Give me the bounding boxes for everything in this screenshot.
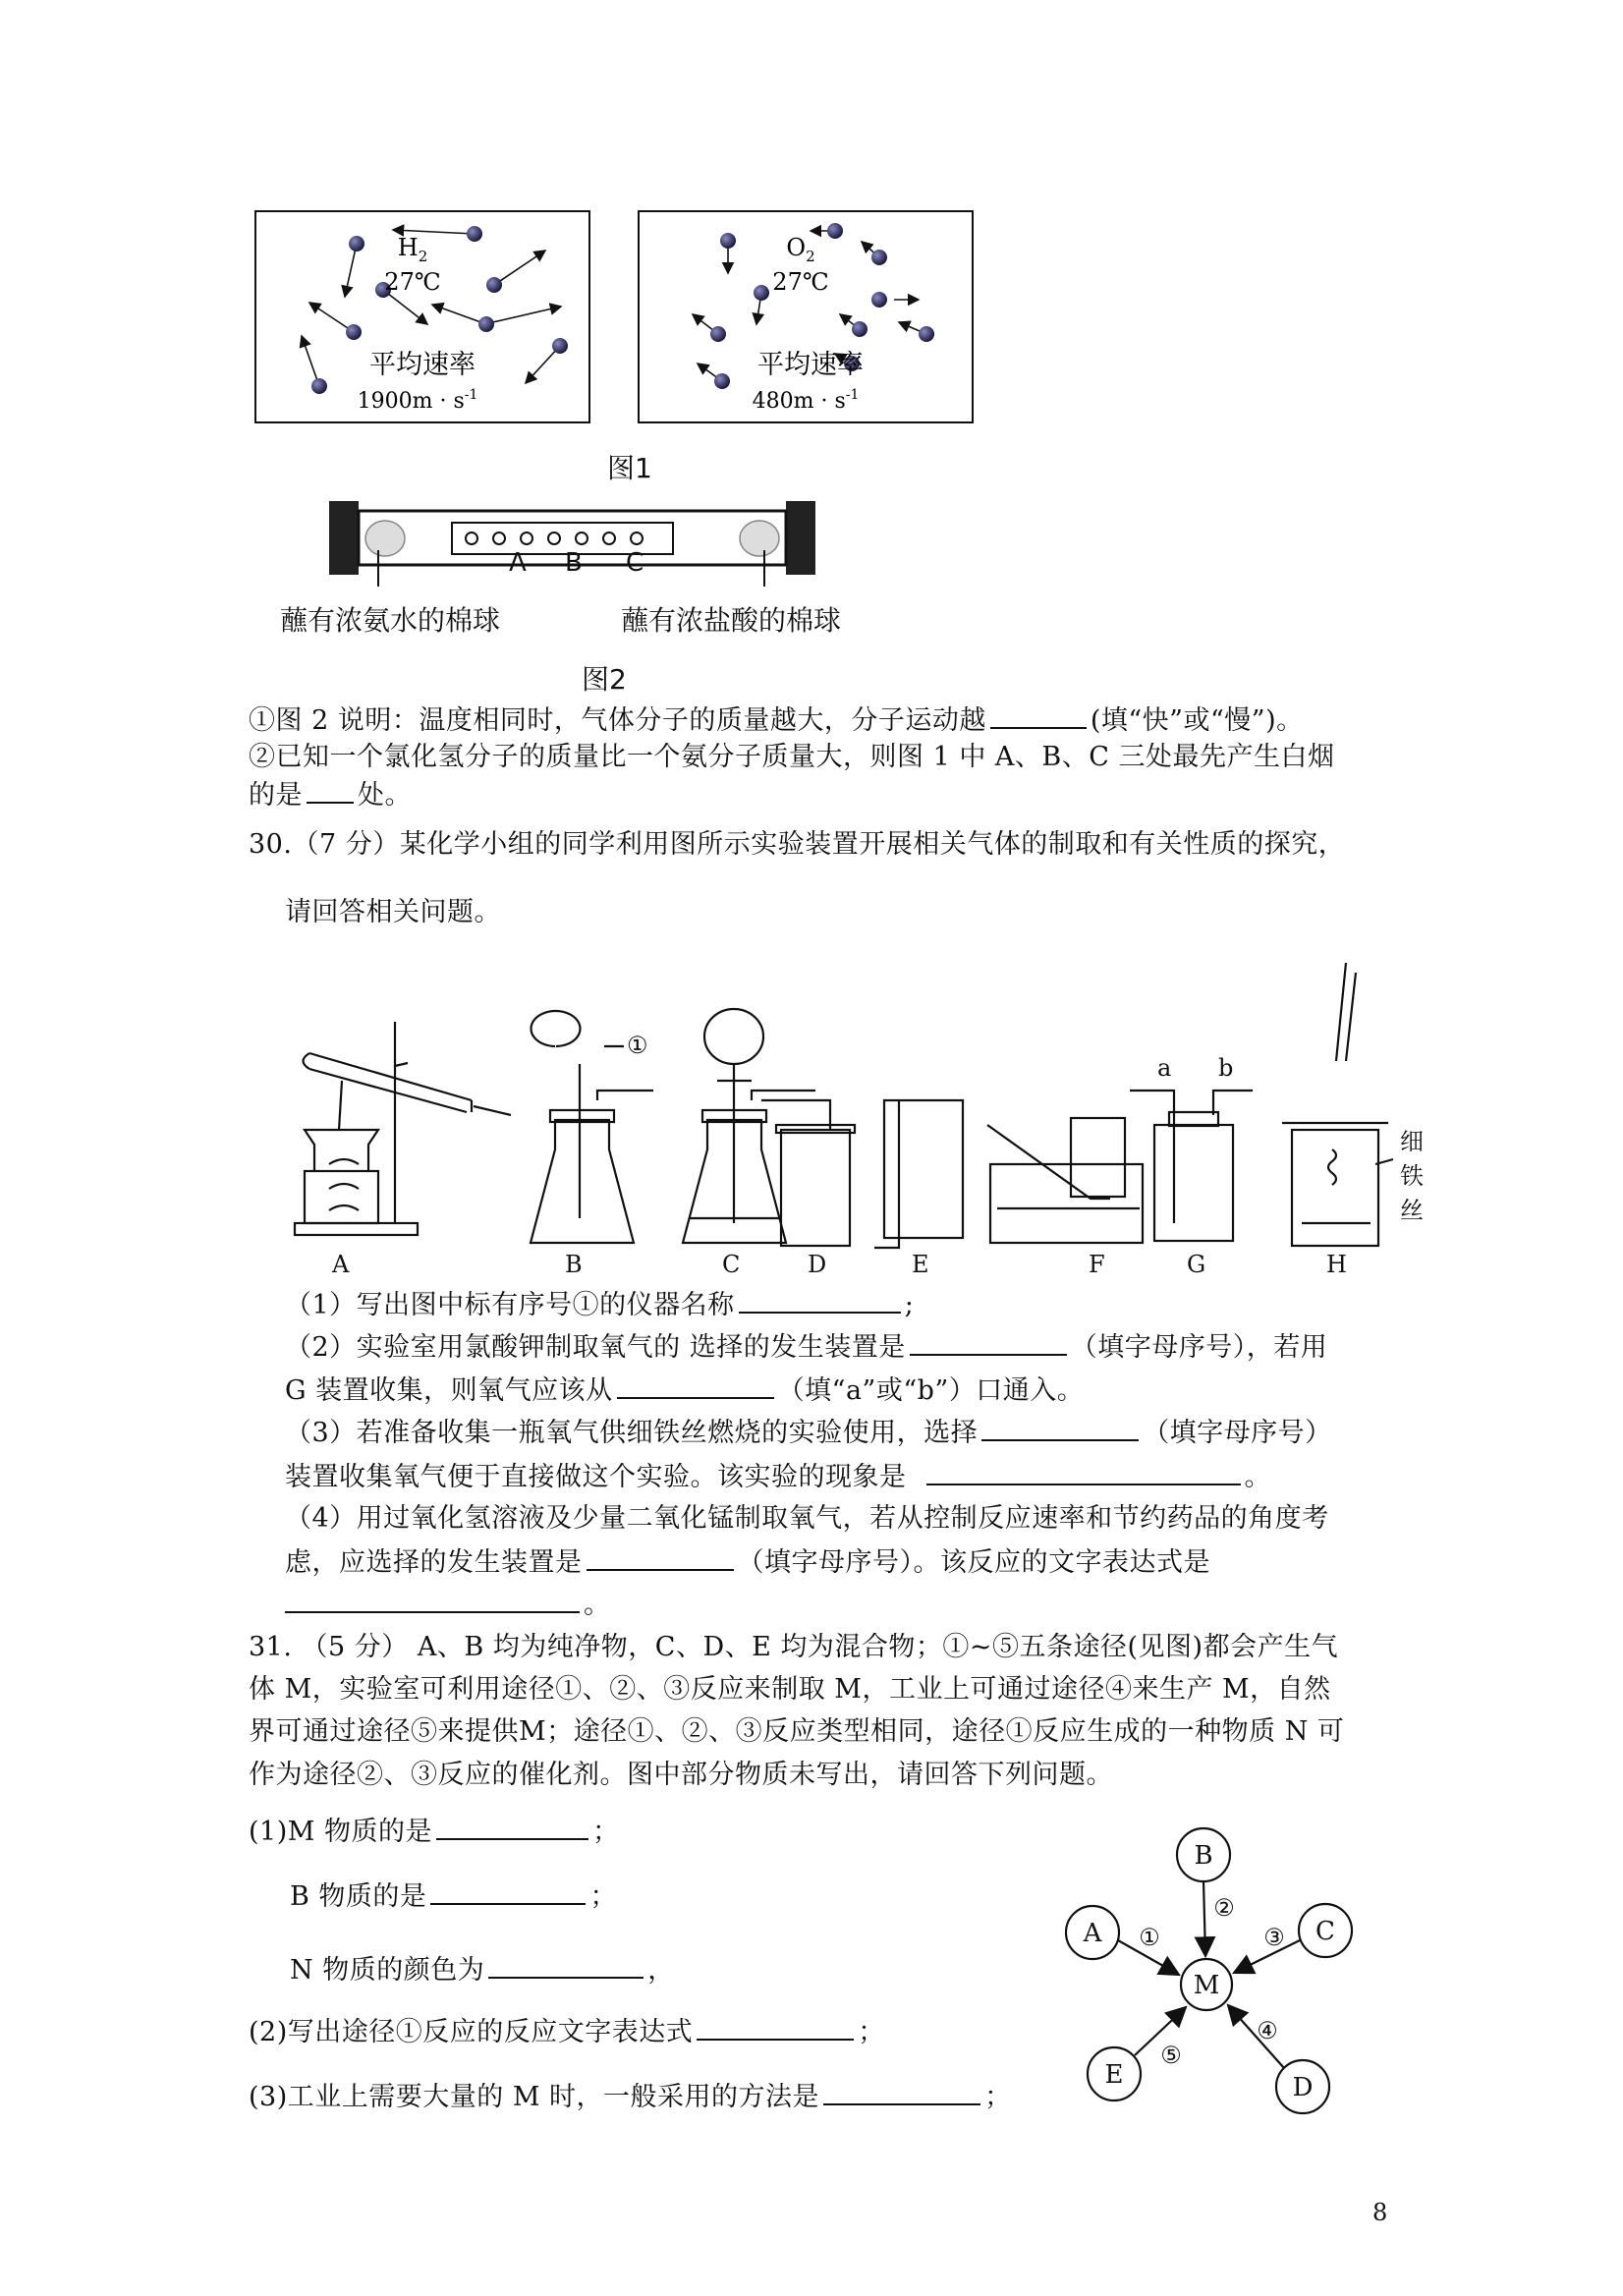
- molecule: [919, 326, 934, 342]
- h2-temp: 27℃: [384, 268, 441, 296]
- molecule: [349, 236, 364, 252]
- q30-s3-line1: （3）若准备收集一瓶氧气供细铁丝燃烧的实验使用，选择 （填字母序号）: [285, 1418, 1332, 1448]
- apparatus-label-h: H: [1326, 1251, 1347, 1277]
- q31-a3: N 物质的颜色为 ，: [290, 1955, 675, 1986]
- figure-2-caption: 图2: [582, 663, 627, 696]
- apparatus-figure: [285, 953, 1444, 1277]
- q30-intro-1: 30.（7 分）某化学小组的同学利用图所示实验装置开展相关气体的制取和有关性质的探究，: [249, 829, 1346, 860]
- q30-s2-line1: （2）实验室用氯酸钾制取氧气的 选择的发生装置是 （填字母序号），若用: [285, 1332, 1328, 1363]
- apparatus-label-d: D: [808, 1251, 827, 1277]
- q31-line2: 体 M，实验室可利用途径①、②、③反应来制取 M，工业上可通过途径④来生产 M，自然: [249, 1674, 1331, 1705]
- fig2-label-c: C: [626, 548, 644, 578]
- apparatus-label-g: G: [1187, 1251, 1206, 1277]
- page-number: 8: [1372, 2199, 1388, 2226]
- fig2-right-label: 蘸有浓盐酸的棉球: [621, 604, 842, 637]
- molecule: [710, 326, 726, 342]
- route-3: ③: [1263, 1924, 1285, 1951]
- node-d: D: [1292, 2073, 1314, 2102]
- molecule: [552, 338, 568, 354]
- q31-a1: (1)M 物质的是 ；: [249, 1817, 620, 1847]
- q31-a2: B 物质的是 ；: [290, 1881, 617, 1912]
- q31-a4: (2)写出途径①反应的反应文字表达式 ；: [249, 2017, 885, 2047]
- molecule: [346, 324, 362, 340]
- apparatus-label-b: B: [565, 1251, 583, 1277]
- q31-line4: 作为途径②、③反应的催化剂。图中部分物质未写出，请回答下列问题。: [249, 1760, 1113, 1790]
- fig2-left-label: 蘸有浓氨水的棉球: [280, 604, 501, 637]
- o2-formula: $O_2$: [786, 234, 815, 265]
- node-b: B: [1194, 1841, 1213, 1871]
- apparatus-label-a: A: [332, 1251, 350, 1277]
- o2-temp: 27℃: [772, 268, 829, 296]
- molecule: [478, 316, 494, 332]
- figure-1: [251, 206, 987, 432]
- route-2: ②: [1213, 1894, 1235, 1922]
- node-e: E: [1104, 2060, 1124, 2090]
- q31-a5: (3)工业上需要大量的 M 时，一般采用的方法是 ；: [249, 2082, 1012, 2112]
- q30-s4-line2: 虑，应选择的发生装置是 （填字母序号）。该反应的文字表达式是: [285, 1547, 1210, 1578]
- molecule: [871, 292, 887, 308]
- molecule: [871, 250, 887, 265]
- q29-line3: 的是 处。: [249, 780, 412, 811]
- molecule: [486, 277, 502, 293]
- molecule: [720, 233, 736, 249]
- route-diagram: [1051, 1822, 1375, 2127]
- route-5: ⑤: [1160, 2042, 1182, 2069]
- node-a: A: [1083, 1919, 1102, 1948]
- molecule: [754, 285, 769, 301]
- molecule: [827, 223, 843, 239]
- q30-s1: （1）写出图中标有序号①的仪器名称 ;: [285, 1290, 915, 1320]
- figure-1-caption: 图1: [607, 452, 652, 484]
- node-c: C: [1315, 1917, 1335, 1946]
- route-4: ④: [1257, 2017, 1278, 2044]
- fig2-label-a: A: [509, 548, 527, 578]
- o2-speed: $480m \cdot s^{-1}$: [752, 387, 860, 414]
- q30-s4-line1: （4）用过氧化氢溶液及少量二氧化锰制取氧气，若从控制反应速率和节约药品的角度考: [285, 1503, 1329, 1534]
- h-label-3: 丝: [1400, 1197, 1424, 1224]
- molecule: [714, 373, 730, 389]
- h2-speed: $1900m \cdot s^{-1}$: [357, 387, 478, 414]
- apparatus-label-f: F: [1089, 1251, 1105, 1277]
- q31-line1: 31. （5 分） A、B 均为纯净物，C、D、E 均为混合物；①~⑤五条途径(见图)都会产生气: [249, 1632, 1339, 1662]
- o2-speed-label: 平均速率: [757, 350, 864, 380]
- node-m: M: [1193, 1971, 1220, 2000]
- q30-s2-line2: G 装置收集，则氧气应该从 （填“a”或“b”）口通入。: [285, 1375, 1085, 1406]
- molecule: [467, 226, 482, 242]
- q29-line1: ①图 2 说明：温度相同时，气体分子的质量越大，分子运动越 (填“快”或“慢”)。: [249, 705, 1304, 736]
- route-1: ①: [1139, 1924, 1160, 1951]
- h2-formula: $H_2$: [397, 234, 428, 265]
- h-label-1: 细: [1400, 1128, 1424, 1155]
- apparatus-label-c: C: [722, 1251, 741, 1277]
- q30-s4-line3: 。: [285, 1588, 611, 1622]
- q29-line2: ②已知一个氯化氢分子的质量比一个氨分子质量大，则图 1 中 A、B、C 三处最先产生白烟: [249, 742, 1335, 772]
- q30-s3-line2: 装置收集氧气便于直接做这个实验。该实验的现象是 。: [285, 1462, 1271, 1492]
- q31-line3: 界可通过途径⑤来提供M；途径①、②、③反应类型相同，途径①反应生成的一种物质 N 可: [249, 1716, 1345, 1747]
- fig2-label-b: B: [565, 548, 583, 578]
- molecule: [311, 378, 327, 394]
- g-port-b: b: [1218, 1054, 1234, 1082]
- marker-1: ①: [627, 1032, 648, 1059]
- h2-speed-label: 平均速率: [369, 350, 476, 380]
- molecule: [852, 321, 867, 337]
- h-label-2: 铁: [1400, 1162, 1424, 1190]
- g-port-a: a: [1157, 1054, 1172, 1082]
- apparatus-label-e: E: [912, 1251, 929, 1277]
- q30-intro-2: 请回答相关问题。: [285, 897, 501, 927]
